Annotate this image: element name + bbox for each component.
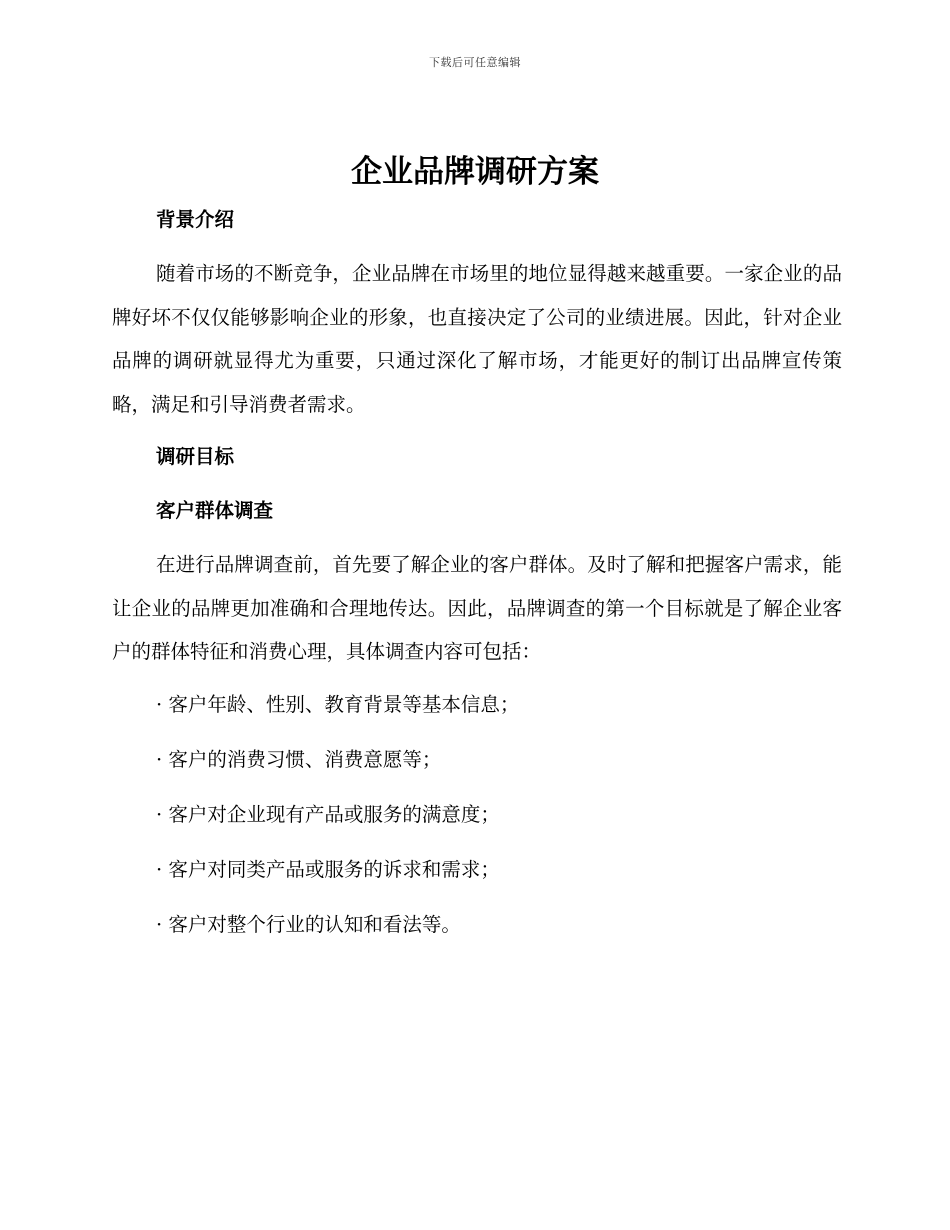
background-paragraph: 随着市场的不断竞争，企业品牌在市场里的地位显得越来越重要。一家企业的品牌好坏不仅仅能够影响企业的形象，也直接决定了公司的业绩进展。因此，针对企业品牌的调研就显得尤为重要，只通过深化了解市场，才能更好的制订出品牌宣传策略，满足和引导消费者需求。 <box>112 262 842 416</box>
section-heading-customer: 客户群体调查 <box>156 499 274 522</box>
list-item: · 客户年龄、性别、教育背景等基本信息； <box>156 693 520 716</box>
list-item: · 客户对企业现有产品或服务的满意度； <box>156 803 500 826</box>
section-heading-background: 背景介绍 <box>156 208 235 231</box>
list-item: · 客户的消费习惯、消费意愿等； <box>156 748 442 771</box>
section-heading-goal: 调研目标 <box>156 445 235 468</box>
page-header-note: 下载后可任意编辑 <box>429 56 521 69</box>
list-item: · 客户对整个行业的认知和看法等。 <box>156 913 461 936</box>
list-item: · 客户对同类产品或服务的诉求和需求； <box>156 858 500 881</box>
customer-paragraph: 在进行品牌调查前，首先要了解企业的客户群体。及时了解和把握客户需求，能让企业的品牌更加准确和合理地传达。因此，品牌调查的第一个目标就是了解企业客户的群体特征和消费心理，具体调查内容可包括： <box>112 553 842 663</box>
document-title: 企业品牌调研方案 <box>351 154 599 190</box>
